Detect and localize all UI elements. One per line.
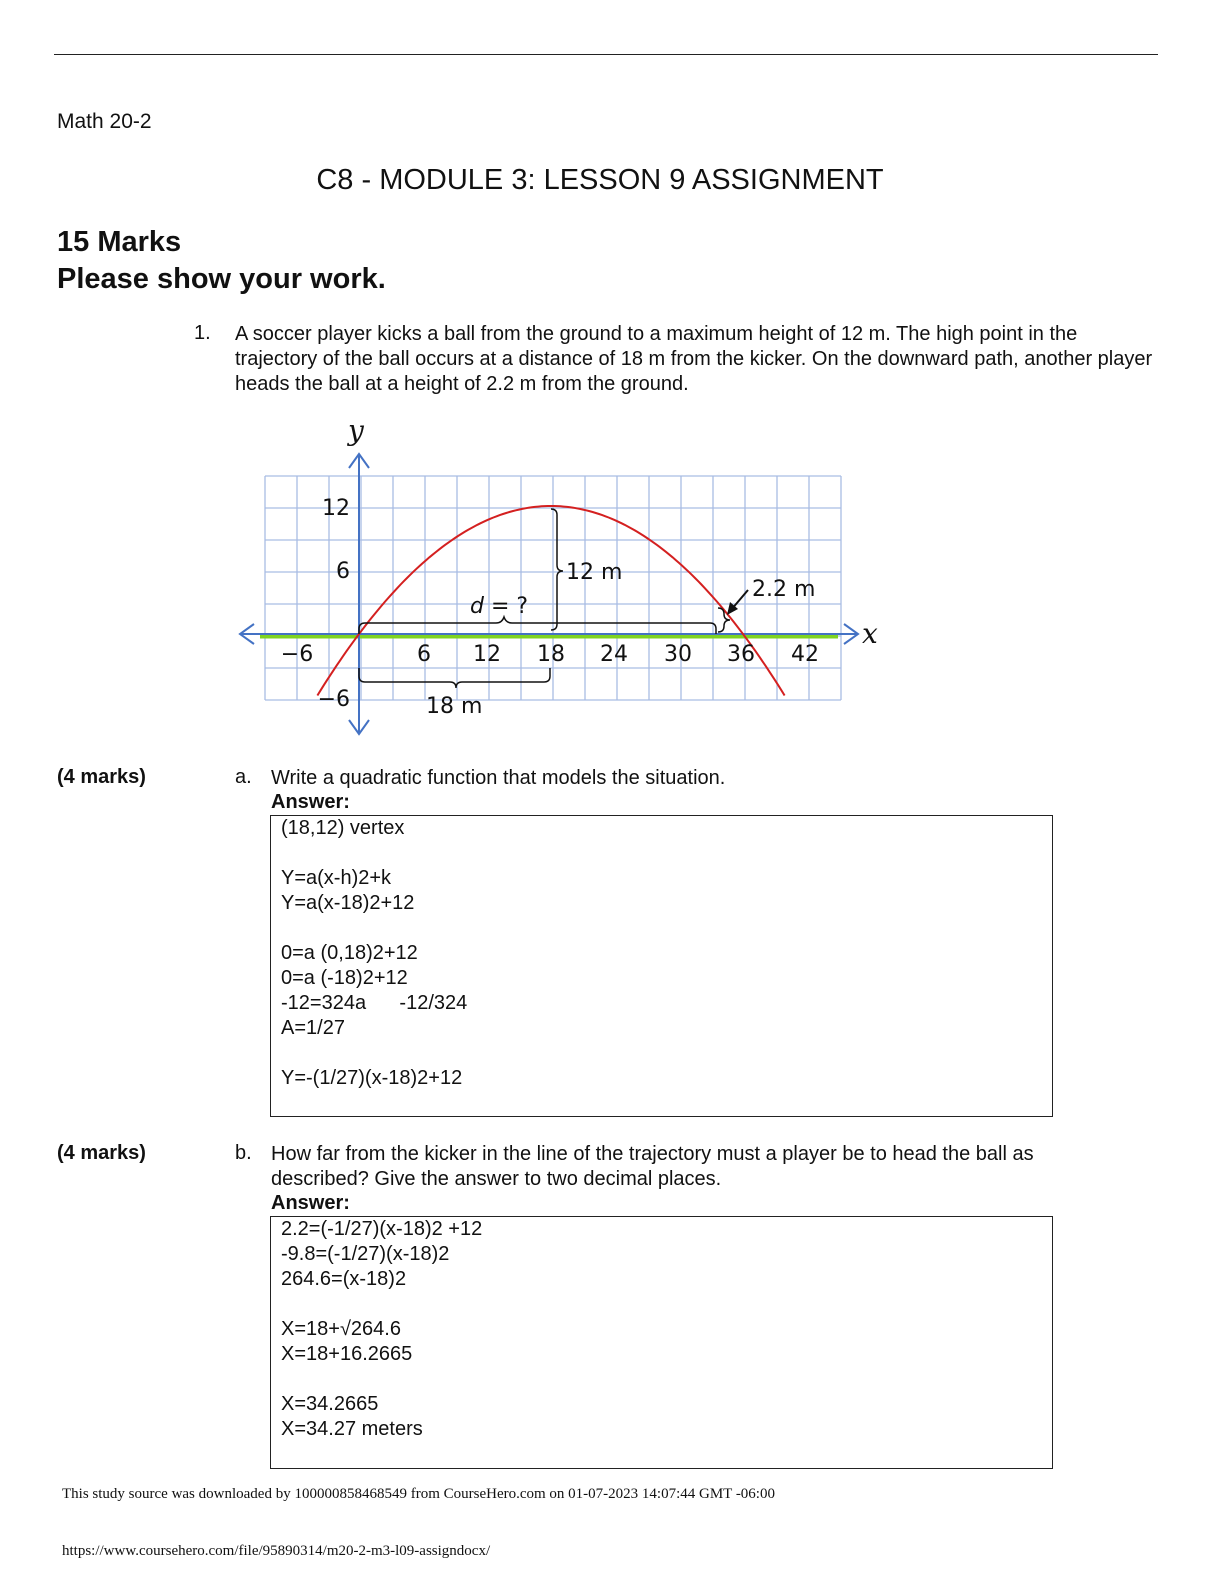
x-axis: [240, 624, 858, 644]
x-tick-label: 24: [600, 642, 628, 667]
answer-line: 0=a (0,18)2+12: [281, 942, 418, 964]
part-a-question: Write a quadratic function that models the situation.: [271, 767, 726, 789]
part-b-letter: b.: [235, 1142, 252, 1164]
answer-line: (18,12) vertex: [281, 817, 405, 839]
trajectory-graph: [228, 412, 888, 742]
y-tick-label: 6: [336, 559, 350, 584]
answer-line: 264.6=(x-18)2: [281, 1268, 407, 1290]
answer-line: 2.2=(-1/27)(x-18)2 +12: [281, 1218, 483, 1240]
distance-unknown: = ?: [483, 594, 529, 619]
part-b-question: How far from the kicker in the line of the trajectory must a player be to head the ball as described? Give the answer to two decimal places.: [271, 1143, 1034, 1190]
x-tick-label: 6: [417, 642, 431, 667]
course-name: Math 20-2: [57, 110, 152, 133]
y-tick-label: 12: [322, 496, 350, 521]
answer-line: 0=a (-18)2+12: [281, 967, 408, 989]
marks-part-b: (4 marks): [57, 1142, 146, 1164]
answer-line: [281, 916, 1042, 941]
answer-line: [281, 1041, 1042, 1066]
part-a-answer-box[interactable]: [270, 815, 1053, 1117]
answer-line: X=34.27 meters: [281, 1418, 423, 1440]
part-a-letter: a.: [235, 766, 252, 788]
answer-line: X=34.2665: [281, 1393, 379, 1415]
y-axis: [349, 454, 369, 734]
answer-line: Y=-(1/27)(x-18)2+12: [281, 1067, 463, 1089]
part-a-answer-label: Answer:: [271, 791, 350, 813]
y-axis-label: y: [348, 414, 364, 447]
answer-line: [281, 841, 1042, 866]
source-url[interactable]: https://www.coursehero.com/file/95890314/m20-2-m3-l09-assigndocx/: [62, 1543, 491, 1559]
y-tick-label: −6: [317, 687, 350, 712]
answer-line: [281, 1367, 1042, 1392]
top-rule: [54, 54, 1158, 55]
instruction: Please show your work.: [57, 263, 386, 295]
answer-line: -12=324a -12/324: [281, 992, 468, 1014]
trajectory-curve: [317, 506, 784, 696]
x-tick-label: 18: [537, 642, 565, 667]
height-label: 12 m: [566, 560, 623, 585]
marks-part-a: (4 marks): [57, 766, 146, 788]
x-tick-label: 30: [664, 642, 692, 667]
distance-label: [470, 594, 528, 619]
answer-line: -9.8=(-1/27)(x-18)2: [281, 1243, 450, 1265]
answer-line: A=1/27: [281, 1017, 345, 1039]
x-axis-label: x: [862, 617, 878, 650]
answer-line: X=18+√264.6: [281, 1318, 401, 1340]
assignment-title: C8 - MODULE 3: LESSON 9 ASSIGNMENT: [316, 164, 884, 196]
part-b-answer-label: Answer:: [271, 1192, 350, 1214]
marks-heading: [57, 224, 386, 298]
total-marks: 15 Marks: [57, 226, 182, 258]
question-text: A soccer player kicks a ball from the ground to a maximum height of 12 m. The high point in the trajectory of the ball occurs at a distance of 18 m from the kicker. On the downward path, another player heads the ball at a height of 2.2 m from the ground.: [235, 323, 1153, 395]
part-b-answer-box[interactable]: [270, 1216, 1053, 1469]
x-tick-label: −6: [280, 642, 314, 667]
base-distance-label: 18 m: [426, 694, 483, 719]
x-tick-label: 42: [791, 642, 819, 667]
x-tick-label: 12: [473, 642, 501, 667]
answer-line: Y=a(x-18)2+12: [281, 892, 415, 914]
question-number: 1.: [194, 322, 211, 344]
x-tick-label: 36: [727, 642, 755, 667]
answer-line: Y=a(x-h)2+k: [281, 867, 392, 889]
answer-line: [281, 1292, 1042, 1317]
source-notice: This study source was downloaded by 100000858468549 from CourseHero.com on 01-07-2023 14:07:44 GMT -06:00: [62, 1486, 775, 1502]
head-height-label: 2.2 m: [752, 577, 816, 602]
answer-line: X=18+16.2665: [281, 1343, 413, 1365]
distance-variable: d: [470, 594, 484, 619]
distance-brace: [359, 617, 716, 634]
